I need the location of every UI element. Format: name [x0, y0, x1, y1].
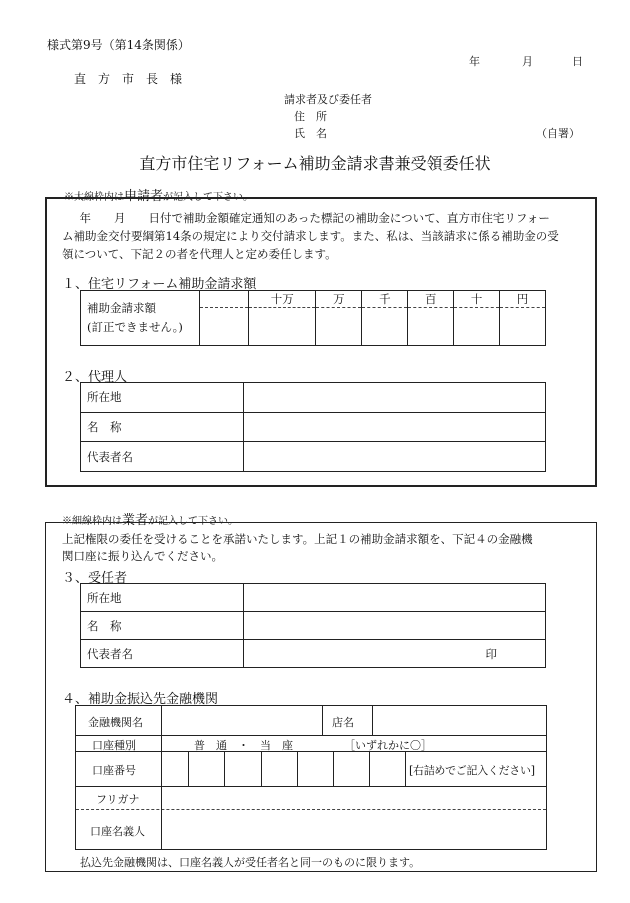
furigana-input[interactable] [162, 787, 546, 809]
consent-line1: 上記権限の委任を受けることを承諾いたします。上記１の補助金請求額を、下記４の金融機 [62, 532, 533, 546]
trustee-table [80, 583, 546, 668]
addressee: 直 方 市 長 様 [74, 72, 183, 86]
unit-man: 万 [316, 291, 362, 308]
applicant-note-suffix: が記入して下さい。 [163, 192, 254, 203]
amount-digit-input[interactable] [454, 308, 500, 346]
item1-heading: １、住宅リフォーム補助金請求額 [62, 277, 257, 292]
consent-line2: 関口座に振り込んでください。 [62, 549, 223, 563]
amount-digit-input[interactable] [362, 308, 408, 346]
unit-jumman: 十万 [249, 291, 316, 308]
agent-address-label: 所在地 [81, 383, 244, 413]
trustee-address-label: 所在地 [81, 584, 244, 612]
date-day-label: 日 [572, 55, 583, 68]
amount-digit-input[interactable] [316, 308, 362, 346]
bank-name-label: 金融機関名 [88, 716, 143, 729]
bank-footer-note: 払込先金融機関は、口座名義人が受任者名と同一のものに限ります。 [80, 856, 421, 869]
applicant-intro-line2: ム補助金交付要綱第14条の規定により交付請求します。また、私は、当該請求に係る補助金の受 [62, 229, 559, 243]
address-label: 住 所 [294, 110, 327, 123]
bank-name-input[interactable] [162, 706, 322, 735]
agent-name-label: 名 称 [81, 412, 244, 442]
account-number-hint: [右詰めでご記入ください] [409, 764, 535, 777]
agent-rep-label: 代表者名 [81, 442, 244, 472]
account-type-options[interactable]: 普 通 ・ 当 座 [194, 739, 293, 752]
applicant-intro-line1: 年 月 日付で補助金額確定通知のあった標記の補助金について、直方市住宅リフォー [68, 211, 550, 225]
account-number-label: 口座番号 [92, 764, 136, 777]
trustee-rep-input[interactable] [244, 640, 546, 668]
signature-note: （自署） [536, 127, 580, 140]
trustee-name-label: 名 称 [81, 612, 244, 640]
agent-rep-input[interactable] [244, 442, 546, 472]
amount-note: (訂正できません。) [87, 320, 183, 334]
amount-digit-input[interactable] [408, 308, 454, 346]
branch-input[interactable] [373, 706, 546, 735]
holder-label: 口座名義人 [90, 825, 145, 838]
requester-label: 請求者及び委任者 [284, 93, 372, 106]
account-number-input[interactable] [162, 752, 405, 786]
date-month-label: 月 [522, 55, 533, 68]
unit-juu: 十 [454, 291, 500, 308]
amount-digit-blank[interactable] [200, 291, 249, 308]
trustee-address-input[interactable] [244, 584, 546, 612]
date-year-label: 年 [469, 55, 480, 68]
bank-table [75, 705, 547, 850]
applicant-note-prefix: ※太線枠内は [64, 192, 124, 203]
account-type-hint: ［いずれかに〇］ [344, 739, 432, 752]
trustee-name-input[interactable] [244, 612, 546, 640]
item4-heading: ４、補助金振込先金融機関 [62, 692, 219, 707]
branch-label: 店名 [332, 716, 354, 729]
seal-mark: 印 [485, 646, 497, 661]
business-note-emphasis: 業者 [122, 513, 149, 528]
amount-label: 補助金請求額 [87, 301, 156, 315]
item3-heading: ３、受任者 [62, 571, 128, 586]
business-note-suffix: が記入して下さい。 [148, 516, 239, 527]
form-title: 直方市住宅リフォーム補助金請求書兼受領委任状 [139, 154, 491, 173]
applicant-intro-line3: 領について、下記２の者を代理人と定め委任します。 [62, 247, 337, 261]
amount-digit-input[interactable] [200, 308, 249, 346]
item2-heading: ２、代理人 [62, 370, 128, 385]
business-note-prefix: ※細線枠内は [62, 516, 122, 527]
form-number: 様式第9号（第14条関係） [47, 38, 190, 52]
amount-label-cell [81, 291, 200, 346]
applicant-note-emphasis: 申請者 [124, 189, 164, 204]
trustee-rep-label: 代表者名 [81, 640, 244, 668]
account-type-label: 口座種別 [92, 739, 136, 752]
amount-digit-input[interactable] [249, 308, 316, 346]
holder-input[interactable] [162, 810, 546, 849]
furigana-label: フリガナ [96, 793, 140, 806]
agent-name-input[interactable] [244, 412, 546, 442]
agent-table [80, 382, 546, 472]
unit-yen: 円 [500, 291, 546, 308]
unit-sen: 千 [362, 291, 408, 308]
amount-table [80, 290, 546, 346]
name-label: 氏 名 [294, 127, 327, 140]
amount-digit-input[interactable] [500, 308, 546, 346]
agent-address-input[interactable] [244, 383, 546, 413]
unit-hyaku: 百 [408, 291, 454, 308]
